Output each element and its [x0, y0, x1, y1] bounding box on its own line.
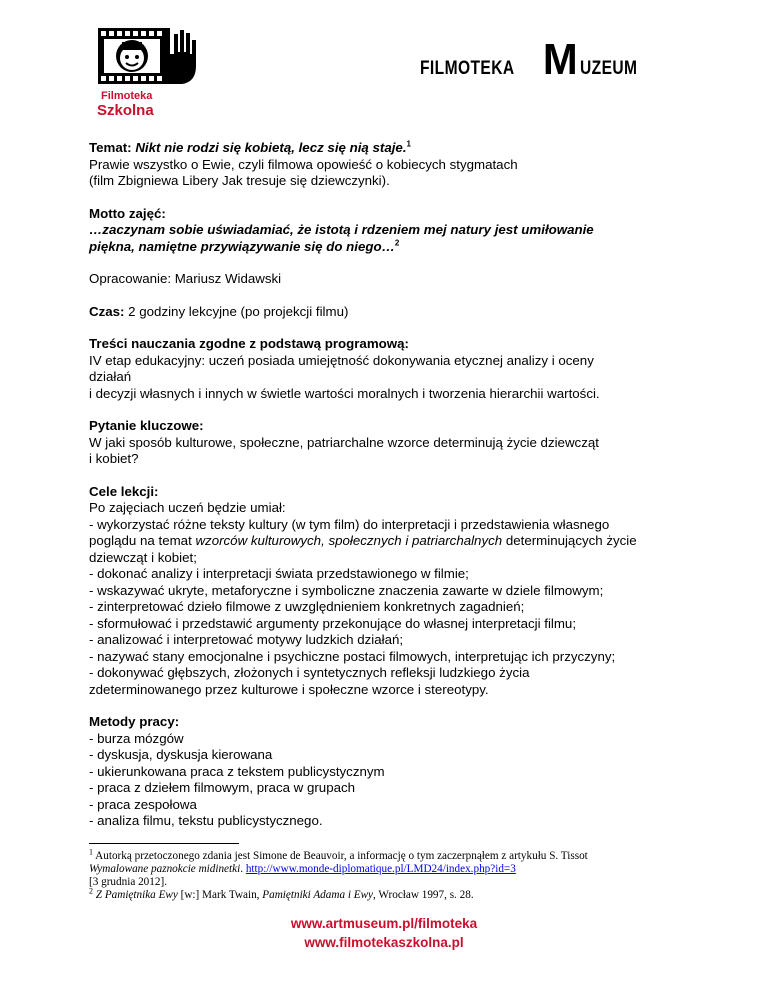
footnote-2-number: 2: [89, 886, 93, 896]
footnote-1-date: [3 grudnia 2012].: [89, 876, 167, 888]
cele-label: Cele lekcji:: [89, 483, 159, 499]
motto-line1: …zaczynam sobie uświadamiać, że istotą i rdzeniem mej natury jest umiłowanie: [89, 222, 594, 237]
list-item: - analiza filmu, tekstu publicystycznego.: [89, 813, 323, 828]
pytanie-label: Pytanie kluczowe:: [89, 418, 204, 433]
list-item: - sformułować i przedstawić argumenty przekonujące do własnej interpretacji filmu;: [89, 615, 577, 631]
footnote-1-title: Wymalowane paznokcie midinetki: [89, 863, 241, 875]
list-item: - praca z dziełem filmowym, praca w grupach: [89, 780, 356, 795]
logo-text-uzeum: UZEUM: [580, 58, 638, 79]
list-item: - ukierunkowana praca z tekstem publicystycznym: [89, 763, 385, 779]
filmoteka-szkolna-logo: [92, 24, 202, 122]
tresci-line3: i decyzji własnych i innych w świetle wartości moralnych i tworzenia hierarchii wartości.: [89, 385, 600, 401]
list-item: - burza mózgów: [89, 730, 184, 746]
motto-label: Motto zajęć:: [89, 205, 166, 221]
footnote-1-number: 1: [89, 847, 93, 857]
footnote-ref-1: 1: [406, 139, 411, 149]
list-item: - dyskusja, dyskusja kierowana: [89, 747, 273, 762]
footnote-2-title: Z Pamiętnika Ewy: [93, 889, 178, 901]
list-item: - praca zespołowa: [89, 796, 197, 812]
temat-subtitle: Prawie wszystko o Ewie, czyli filmowa opowieść o kobiecych stygmatach: [89, 156, 518, 172]
footnote-2: [89, 886, 709, 902]
logo-text-filmoteka: Filmoteka: [101, 90, 153, 102]
metody-label: Metody pracy:: [89, 714, 180, 729]
footer-link-filmotekaszkolna[interactable]: www.filmotekaszkolna.pl: [304, 935, 464, 950]
motto-line2-wrap: [89, 239, 689, 256]
czas-label: Czas:: [89, 303, 125, 319]
list-item: - wskazywać ukryte, metaforyczne i symboliczne znaczenia zawarte w dziele filmowym;: [89, 582, 604, 598]
cele-intro: Po zajęciach uczeń będzie umiał:: [89, 500, 286, 515]
temat-film: (film Zbigniewa Libery Jak tresuje się dziewczynki).: [89, 173, 390, 188]
footer-link-artmuseum[interactable]: www.artmuseum.pl/filmoteka: [290, 916, 478, 931]
opracowanie: Opracowanie: Mariusz Widawski: [89, 271, 282, 286]
motto-line2: piękna, namiętne przywiązywanie się do niego…: [89, 238, 395, 254]
list-item: - dokonać analizy i interpretacji świata przedstawionego w filmie;: [89, 566, 469, 581]
list-item: - nazywać stany emocjonalne i psychiczne postaci filmowych, interpretując ich przyczyny;: [89, 648, 616, 664]
cele-item1-c: dziewcząt i kobiet;: [89, 549, 197, 565]
temat-title: Nikt nie rodzi się kobietą, lecz się nią staje.: [135, 140, 407, 155]
pytanie-line2: i kobiet?: [89, 451, 139, 466]
temat-line: [89, 140, 689, 157]
cele-item1-b-end: determinujących życie: [502, 533, 637, 548]
list-item: - dokonywać głębszych, złożonych i syntetycznych refleksji ludzkiego życia: [89, 665, 530, 680]
cele-item1-b-text: poglądu na temat: [89, 533, 196, 548]
footnote-2-mid: [w:] Mark Twain,: [177, 889, 263, 901]
footnote-1-dot: .: [240, 863, 246, 875]
tresci-label: Treści nauczania zgodne z podstawą programową:: [89, 336, 409, 351]
footnote-ref-2: 2: [394, 238, 400, 248]
czas-line: [89, 304, 689, 321]
pytanie-line1: W jaki sposób kulturowe, społeczne, patriarchalne wzorce determinują życie dziewcząt: [89, 434, 599, 450]
list-item: zdeterminowanego przez kulturowe i społeczne wzorce i stereotypy.: [89, 681, 489, 697]
footnote-divider: [89, 843, 239, 844]
footnote-2-end: , Wrocław 1997, s. 28.: [373, 889, 474, 901]
filmstrip-child-icon: [92, 24, 202, 90]
cele-item1-b-italic: wzorców kulturowych, społecznych i patriarchalnych: [195, 533, 503, 548]
czas-value: 2 godziny lekcyjne (po projekcji filmu): [124, 303, 349, 319]
list-item: - analizować i interpretować motywy ludzkich działań;: [89, 632, 404, 647]
cele-item1-b: [89, 533, 689, 550]
footnote-2-book: Pamiętniki Adama i Ewy: [262, 889, 373, 901]
tresci-line2: działań: [89, 369, 132, 384]
logo-text-m: M: [542, 35, 578, 84]
footnote-1: [89, 847, 709, 889]
footnote-1-link[interactable]: http://www.monde-diplomatique.pl/LMD24/index.php?id=3: [245, 863, 516, 875]
tresci-line1: IV etap edukacyjny: uczeń posiada umiejętność dokonywania etycznej analizy i oceny: [89, 352, 594, 368]
cele-item1-a: - wykorzystać różne teksty kultury (w tym film) do interpretacji i przedstawienia własnego: [89, 516, 610, 532]
footnote-1-text: Autorką przetoczonego zdania jest Simone de Beauvoir, a informację o tym zaczerpnąłem z artykułu S. Tissot: [93, 850, 588, 862]
lesson-plan-body: [89, 140, 689, 830]
footnotes: [89, 843, 709, 902]
logo-text-filmoteka-muzeum: FILMOTEKA: [420, 58, 515, 79]
list-item: - zinterpretować dzieło filmowe z uwzględnieniem konkretnych zagadnień;: [89, 599, 525, 614]
temat-label: Temat:: [89, 140, 136, 155]
logo-text-szkolna: Szkolna: [97, 102, 154, 119]
